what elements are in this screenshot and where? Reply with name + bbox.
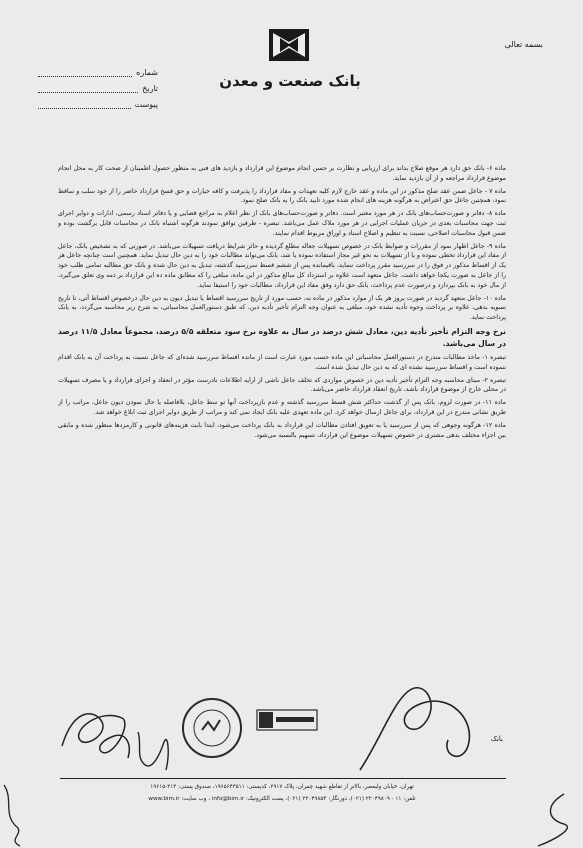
footer-divider (60, 778, 506, 779)
signature-left-edge (0, 780, 30, 848)
contract-paragraph: ماده ۱۱- در صورت لزوم، بانک پس از گذشت حداکثر شش قسط سررسید گذشته و عدم بازپرداخت آنها تو سط جاعل، بلافاصله یا حال نمودن دیون جاعل، مراتب را از طریق نشانی مندرج در این قرارداد، برای جاعل ارسال خواهد کرد. این ماده تعهدی علیه بانک ایجاد نمی کند و مراتب از طریق دوایر اجرای ثبت ابلاغ خواهد شد. (58, 399, 506, 416)
imidro-seal-icon (256, 708, 318, 732)
signature-2 (130, 724, 176, 778)
contract-paragraph: ماده ۹- جاعل اظهار نمود از مقررات و ضوابط بانک در خصوص تسهیلات جعاله مطلع گردیده و حائز شرایط دریافت تسهیلات می‌باشد. در صورتی که به تشخیص بانک، جاعل از مفاد این قرارداد تخطی نموده و یا از تسهیلات به نحو غیر مجاز استفاده نموده یا شد، بانک می‌تواند مطالبات خود را به دین حال تبدیل نماید. همچنین است چنانچه جاعل هر یک از اقساط مذکور در فوق را در سررسید مقرر پرداخت ننماید، باقیمانده پس از ششم قسط سررسید گذشته، تبدیل به دین حال شده و بانک حق مطالبه تمامی طلب خود را از جاعل به صورت یکجا خواهد داشت. جاعل متعهد است علاوه بر استرداد کل مبالغ مذکور در این ماده، مبلغی را که مطابق ماده ده این قرارداد بر ذمه وی تعلق می‌گیرد، از مال خود به بانک بپردازد و درصورت عدم پرداخت، بانک حق دارد وفق مفاد این قرارداد، مطالبات خود را استیفا نماید. (58, 242, 506, 289)
contract-body (58, 164, 506, 572)
contract-paragraph: ماده ۶- بانک حق دارد هر موقع صلاح بداند برای ارزیابی و نظارت بر حسن انجام موضوع این قرارداد و بازدید های فنی به منظور حصول اطمینان از صحت کار به محل انجام موضوع قرارداد مراجعه و از آن بازدید نماید. (58, 165, 506, 182)
footer-address: تهران، خیابان ولیعصر، بالاتر از تقاطع شهید چمران، پلاک ۲۹۱۷، کدپستی: ۱۹۶۵۶۴۳۵۱۱، صندوق پستی: ۳۱۴-۱۹۶۱۵ (150, 784, 414, 790)
contract-paragraph: ماده ۱۲- هرگونه وجوهی که پس از سررسید یا به تعویق افتادن مطالبات این قرارداد به بانک پرداخت می‌شود، ابتدا بابت هزینه‌های قانونی و کارمزدها منظور شده و مابقی بین اجزاء مختلف بدهی مشتری در خصوص تسهیلات موضوع این قرارداد، تسهیم بالنسبه می‌شود. (58, 421, 506, 439)
meta-attachment (38, 100, 158, 109)
signature-right-edge (524, 790, 578, 848)
contract-paragraph: تبصره ۱- ماخذ مطالبات مندرج در دستورالعمل محاسباتی این ماده حسب مورد عبارت است از مانده اقساط سررسید شده‌ای که جاعل نسبت به پرداخت آن به بانک اقدام ننموده است و اقساط سررسید نشده ای که به دین حال تبدیل شده است. (58, 353, 506, 371)
signature-label: بانک (490, 735, 503, 743)
footer-contact: تلفن: ۱۱ - ۲۲۰۴۹۸۰۹ (۰۲۱)، دورنگار: ۲۲۰۴۹۸۵۴ (۰۲۱)، پست الکترونیک: info@bim.ir ، وب سایت: www.bim.ir (148, 796, 416, 802)
signature-3 (350, 660, 490, 780)
meta-date (38, 84, 158, 93)
meta-attachment-line (38, 100, 131, 109)
besmeh-text: بسمه تعالی (504, 40, 543, 49)
contract-paragraph: تبصره ۲- مبنای محاسبه وجه التزام تأخیر تأدیه دین در خصوص مواردی که تخلف جاعل ناشی از ارایه اطلاعات نادرست مؤثر در انعقاد و اجرای قرارداد و یا مصرف تسهیلات در محلی خارج از موضوع قرارداد باشد، تاریخ انعقاد قرارداد حاضر می‌باشد. (58, 376, 506, 394)
meta-date-line (38, 84, 138, 93)
contract-paragraph: ماده ۱۰- جاعل متعهد گردید در صورت بروز هر یک از موارد مذکور در ماده نه، حسب مورد از تاریخ سررسید اقساط یا تبدیل دیون به دین حال درخصوص اقساط آتی، تا تاریخ تسویه بدهی، علاوه بر پرداخت وجوه تأدیه نشده خود، مبلغی به عنوان وجه التزام تأخیر تأدیه دین، که طبق دستورالعمل محاسباتی، به شرح زیر محاسبه می‌گردد، به بانک پرداخت نماید. (58, 294, 506, 322)
meta-number-line (38, 68, 132, 77)
contract-paragraph: ماده ۸- دفاتر و صورت‌حساب‌های بانک در هر مورد معتبر است. دفاتر و صورت‌حساب‌های بانک از نظر اعلام به مراجع قضایی و یا دفاتر اسناد رسمی، ادارات و دوایر اجرای ثبت جهت محاسبات بعدی در جریان عملیات اجرایی در هر مورد ملاک عمل می‌باشد. تبصره - طرفین توافق نمودند هرگونه اشتباه بانک در محاسبات قابل برگشت بوده و ضمن قبول محاسبات اصلاحی، نسبت به تنظیم و اصلاح اسناد و اوراق مربوط اقدام نمایند. (58, 210, 506, 237)
meta-number (38, 68, 158, 77)
signature-1 (56, 696, 136, 766)
meta-date-label: تاریخ (142, 84, 158, 93)
bank-logo-icon (268, 28, 310, 62)
contract-paragraph: ماده ۷ - جاعل ضمن عقد صلح مذکور در این ماده و عقد خارج لازم کلیه تعهدات و مفاد قرارداد را پذیرفت و کافه خیارات و حق فسخ قرارداد حاضر را از خود سلب و ساقط نمود، همچنین جاعل حق اعتراض به هرگونه هزینه های انجام شده مورد تایید بانک را به بانک صلح نمود. (58, 187, 506, 205)
meta-attachment-label: پیوست (134, 100, 158, 109)
contract-paragraph: نرخ وجه التزام تأخیر تأدیه دین، معادل شش درصد در سال به علاوه نرخ سود متعلقه ۵/۵ درصد، مجموعاً معادل ۱۱/۵ درصد در سال می‌باشد. (58, 326, 506, 348)
meta-number-label: شماره (136, 68, 158, 77)
round-stamp-icon (180, 696, 244, 760)
bank-name: بانک صنعت و معدن (219, 72, 361, 90)
imidro-seal (256, 708, 318, 732)
